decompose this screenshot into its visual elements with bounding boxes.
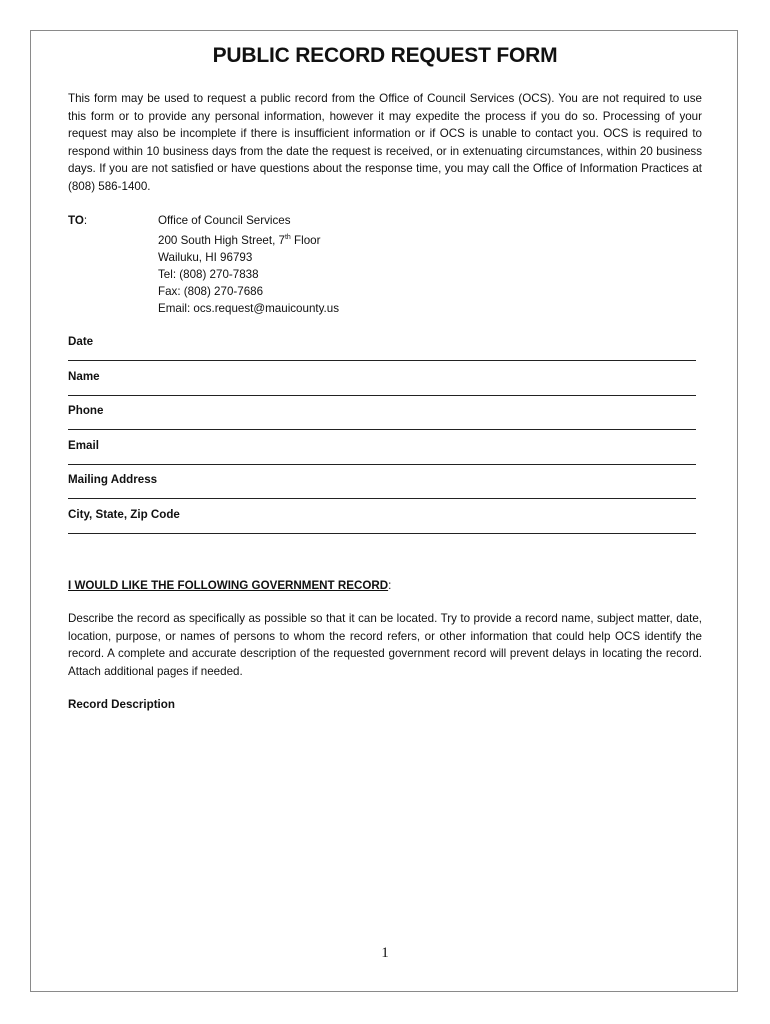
address-tel: Tel: (808) 270-7838	[158, 267, 259, 281]
field-phone[interactable]	[68, 402, 696, 437]
address-city: Wailuku, HI 96793	[158, 250, 253, 264]
form-title: PUBLIC RECORD REQUEST FORM	[212, 44, 558, 67]
record-description-label: Record Description	[68, 698, 175, 711]
field-city-state-zip[interactable]	[68, 506, 696, 541]
address-street	[158, 229, 339, 249]
record-section-heading	[68, 577, 391, 594]
field-mailing-address[interactable]	[68, 471, 696, 506]
field-phone-label: Phone	[68, 404, 104, 417]
field-email[interactable]	[68, 437, 696, 472]
address-fax: Fax: (808) 270-7686	[158, 284, 264, 298]
record-section-heading-text: I WOULD LIKE THE FOLLOWING GOVERNMENT RECORD	[68, 579, 389, 592]
field-name-label: Name	[68, 369, 100, 383]
field-mailing-address-line[interactable]	[68, 498, 696, 499]
address-office: Office of Council Services	[158, 214, 291, 227]
field-city-state-zip-label: City, State, Zip Code	[68, 507, 180, 521]
to-label	[68, 212, 87, 229]
address-email: Email: ocs.request@mauicounty.us	[158, 301, 340, 315]
address-street-suffix: Floor	[290, 233, 321, 247]
intro-paragraph: This form may be used to request a public record from the Office of Council Services (OCS). You are not required to use this form or to provide any personal information, however it may expedite the process if you do so. Processing of your request may also be incomplete if there is insufficient information or if OCS is unable to contact you. OCS is required to respond within 10 business days from the date the request is received, or in extenuating circumstances, within 20 business days. If you are not satisfied or have questions about the response time, you may call the Office of Information Practices at (808) 586-1400.	[68, 92, 702, 193]
field-date-line[interactable]	[68, 360, 696, 361]
field-city-state-zip-line[interactable]	[68, 533, 696, 534]
field-date-label: Date	[68, 335, 94, 348]
address-street-sup: th	[284, 234, 291, 241]
record-description-area[interactable]	[68, 716, 702, 926]
to-label-text: TO	[68, 214, 84, 227]
field-date[interactable]	[68, 333, 696, 368]
record-instructions: Describe the record as specifically as possible so that it can be located. Try to provide a record name, subject matter, date, location, purpose, or names of persons to whom the record refers, or other information that could help OCS identify the record. A complete and accurate description of the requested government record will prevent delays in locating the record. Attach additional pages if needed.	[68, 612, 702, 678]
field-mailing-address-label: Mailing Address	[68, 473, 158, 486]
address-street-prefix: 200 South High Street, 7	[158, 233, 285, 247]
page-number: 1	[381, 945, 389, 961]
field-phone-line[interactable]	[68, 429, 696, 430]
field-email-line[interactable]	[68, 464, 696, 465]
to-label-colon: :	[83, 214, 88, 227]
field-name[interactable]	[68, 368, 696, 403]
field-name-line[interactable]	[68, 395, 696, 396]
field-email-label: Email	[68, 438, 99, 452]
contact-fields	[68, 333, 696, 540]
record-section-heading-colon: :	[388, 579, 392, 592]
recipient-address	[158, 212, 339, 317]
